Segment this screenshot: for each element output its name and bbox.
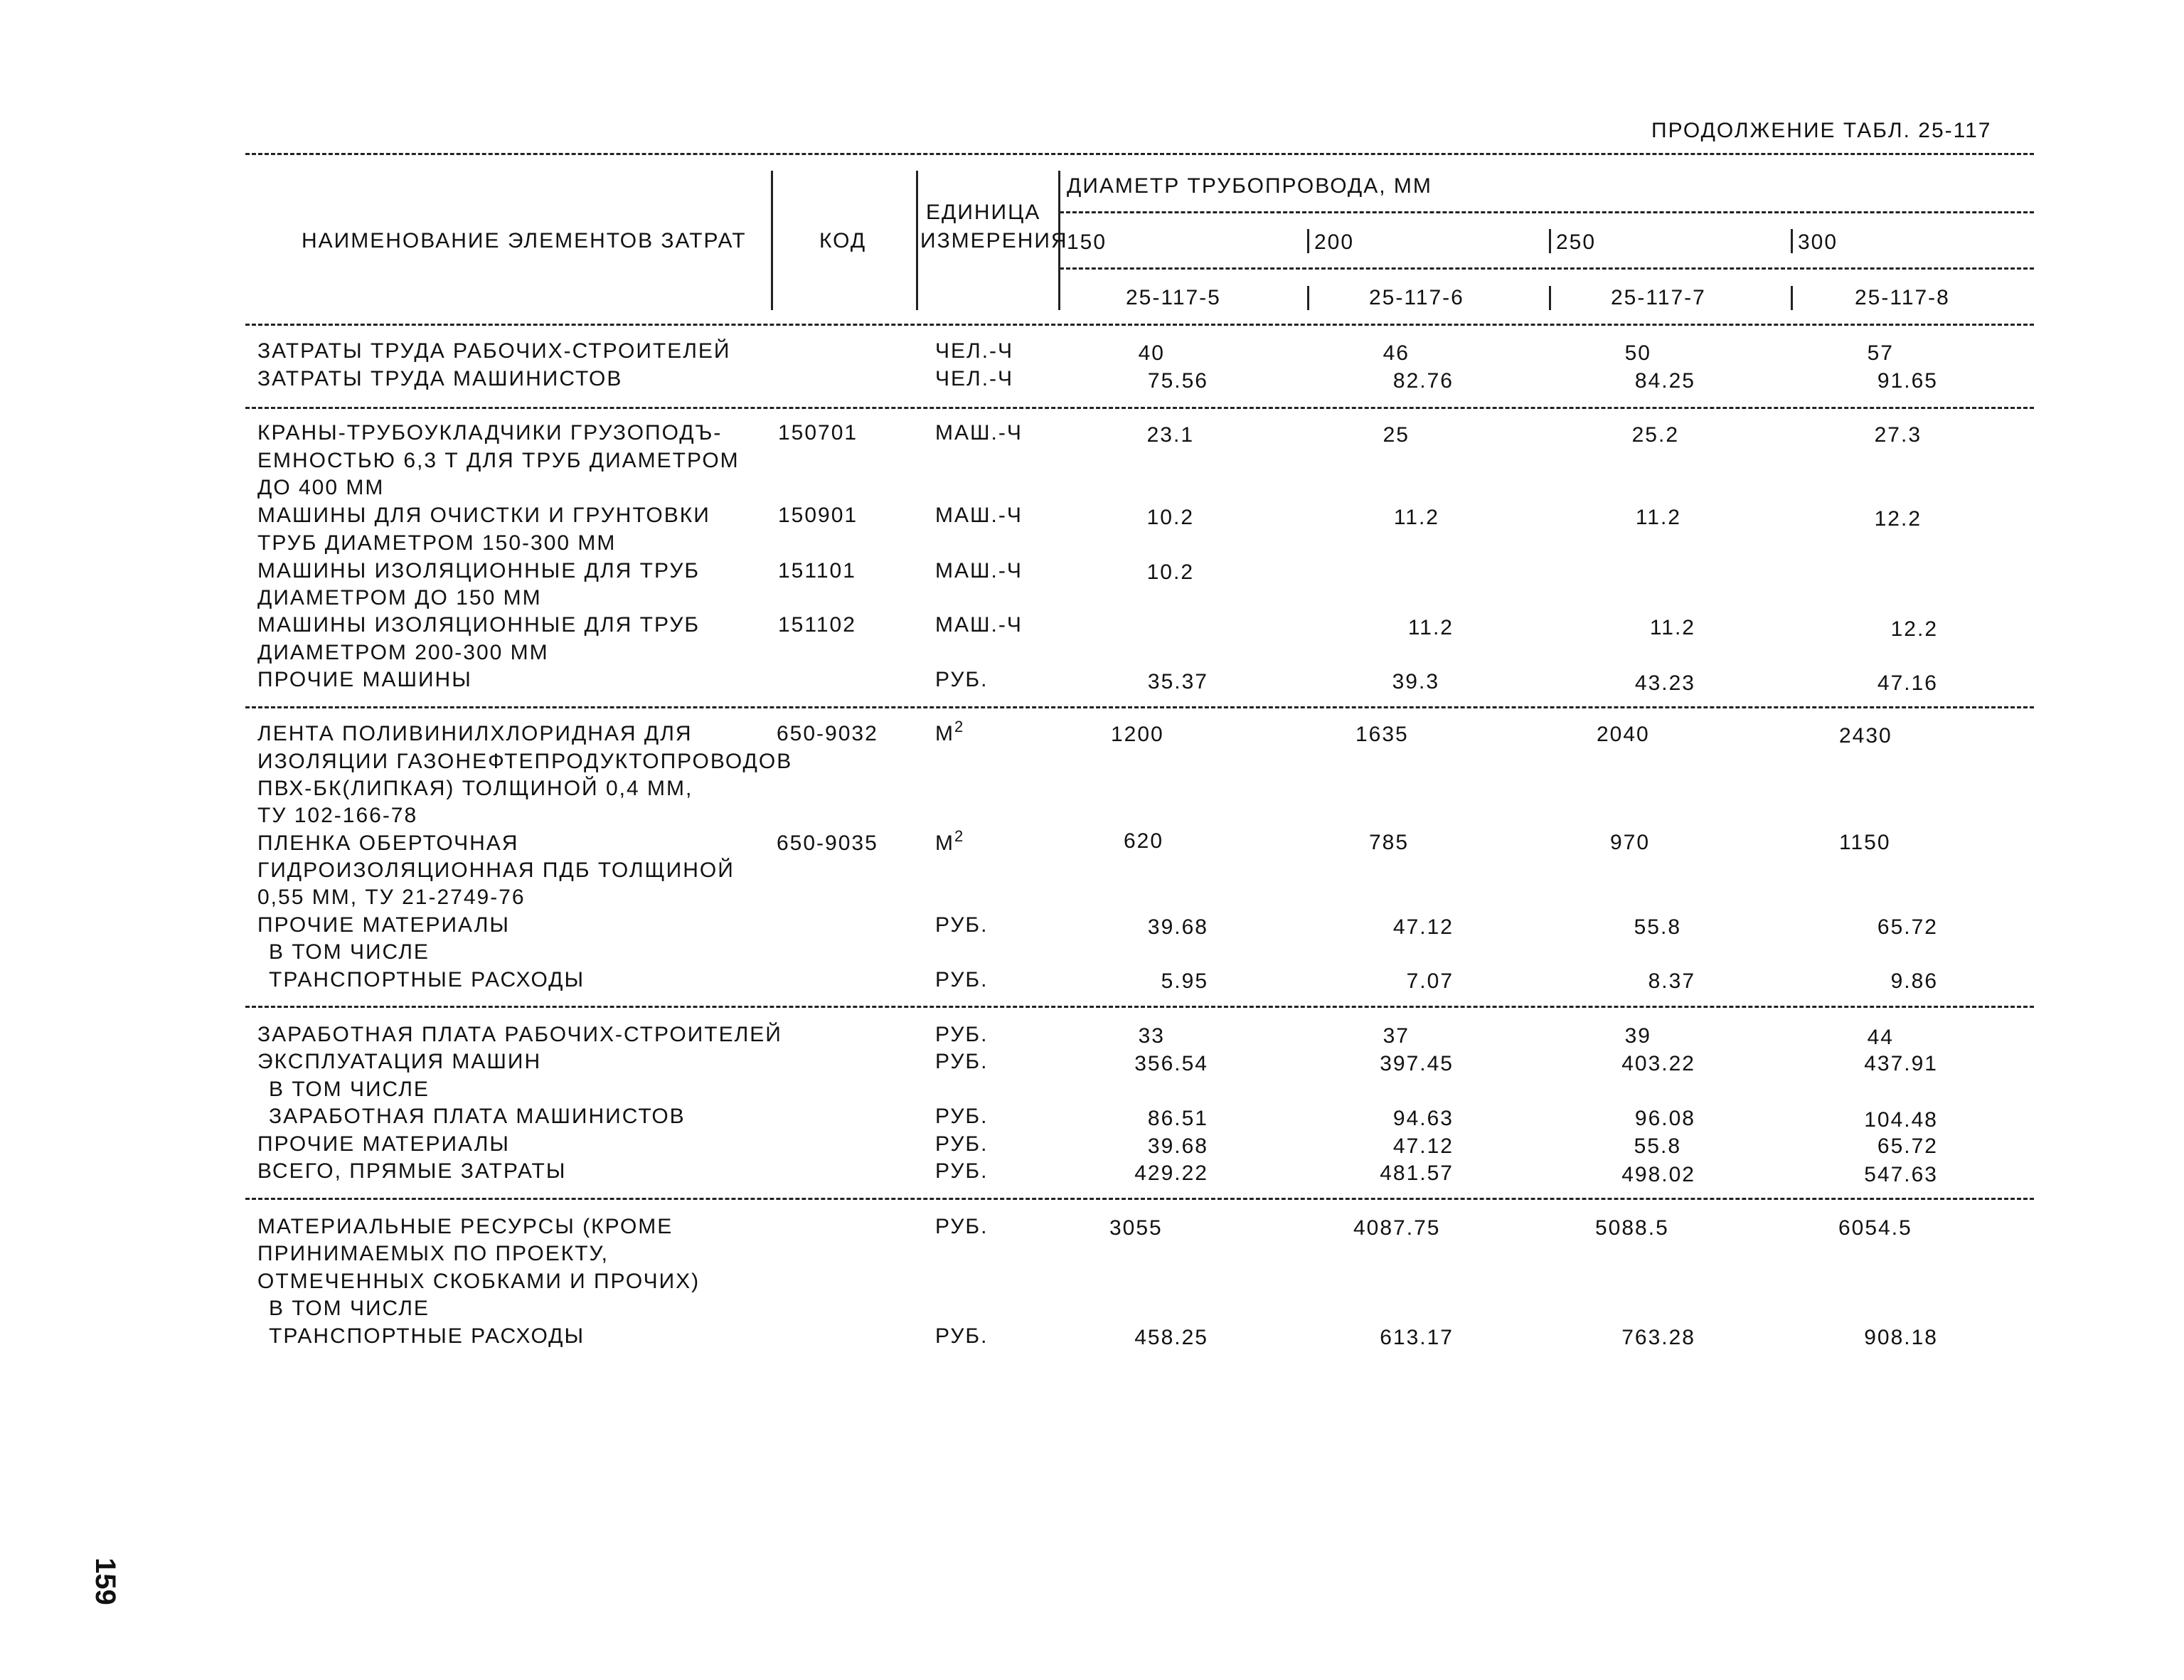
page-number: 159 — [90, 1558, 121, 1605]
row-direct-costs-v150: 429.22 — [1134, 1161, 1208, 1185]
header-diameter-250: 250 — [1556, 230, 1597, 254]
row-cranes-name-3: ДО 400 ММ — [257, 476, 385, 499]
row-cranes-unit: МАШ.-Ч — [935, 421, 1023, 445]
row-pvc-tape-name-2: ИЗОЛЯЦИИ ГАЗОНЕФТЕПРОДУКТОПРОВОДОВ — [257, 750, 793, 773]
row-transport2-v250: 763.28 — [1621, 1326, 1695, 1349]
row-direct-costs-v300: 547.63 — [1864, 1163, 1938, 1186]
row-direct-costs-v250: 498.02 — [1621, 1163, 1695, 1186]
row-cleaning-v300: 12.2 — [1874, 507, 1922, 531]
row-cranes-v150: 23.1 — [1146, 423, 1194, 447]
row-resources-name-2: ПРИНИМАЕМЫХ ПО ПРОЕКТУ, — [257, 1242, 609, 1265]
row-wages-workers-v250: 39 — [1624, 1024, 1651, 1048]
row-other-materials2-v150: 39.68 — [1147, 1134, 1208, 1158]
row-resources-v300: 6054.5 — [1838, 1216, 1912, 1240]
row-labor-workers-v250: 50 — [1624, 341, 1651, 365]
rule-after-materials — [245, 1006, 2034, 1008]
unit-squared: 2 — [954, 827, 965, 845]
row-film-name-1: ПЛЕНКА ОБЕРТОЧНАЯ — [257, 831, 519, 855]
row-other-materials-name: ПРОЧИЕ МАТЕРИАЛЫ — [257, 913, 510, 937]
header-code-25-117-5: 25-117-5 — [1126, 286, 1221, 309]
row-labor-workers-unit: ЧЕЛ.-Ч — [935, 339, 1014, 363]
row-labor-workers-v200: 46 — [1383, 341, 1410, 365]
row-cleaning-v200: 11.2 — [1393, 506, 1439, 529]
row-transport-unit: РУБ. — [935, 968, 989, 991]
row-resources-unit: РУБ. — [935, 1215, 989, 1238]
unit-m: М — [935, 722, 954, 745]
row-other-materials-unit: РУБ. — [935, 913, 989, 937]
row-insul300-name-2: ДИАМЕТРОМ 200-300 ММ — [257, 641, 549, 664]
header-bottom-rule — [245, 324, 2034, 326]
row-machine-operation-unit: РУБ. — [935, 1050, 989, 1073]
col-separator-d250 — [1549, 229, 1551, 253]
row-machine-operation-v250: 403.22 — [1621, 1052, 1695, 1075]
header-code-25-117-7: 25-117-7 — [1611, 286, 1706, 309]
row-transport-name: ТРАНСПОРТНЫЕ РАСХОДЫ — [269, 968, 585, 991]
header-unit-line1: ЕДИНИЦА — [926, 201, 1041, 224]
row-resources-name-3: ОТМЕЧЕННЫХ СКОБКАМИ И ПРОЧИХ) — [257, 1270, 701, 1293]
row-pvc-tape-name-4: ТУ 102-166-78 — [257, 804, 418, 827]
row-wages-machinists-v250: 96.08 — [1634, 1107, 1695, 1130]
row-insul150-unit: МАШ.-Ч — [935, 559, 1023, 583]
row-film-v250: 970 — [1610, 831, 1651, 854]
row-other-materials2-v200: 47.12 — [1392, 1134, 1454, 1158]
row-transport2-unit: РУБ. — [935, 1324, 989, 1348]
header-unit-line2: ИЗМЕРЕНИЯ — [920, 229, 1068, 252]
row-film-code: 650-9035 — [777, 831, 878, 855]
row-cleaning-name-2: ТРУБ ДИАМЕТРОМ 150-300 ММ — [257, 531, 617, 555]
header-code-25-117-8: 25-117-8 — [1855, 286, 1950, 309]
row-pvc-tape-v250: 2040 — [1597, 723, 1650, 746]
col-separator-c8 — [1791, 286, 1793, 310]
row-transport2-v200: 613.17 — [1380, 1326, 1454, 1349]
header-code: КОД — [819, 229, 867, 252]
row-other-materials2-v300: 65.72 — [1877, 1134, 1938, 1158]
col-separator-name — [771, 171, 773, 310]
row-cranes-v200: 25 — [1383, 423, 1410, 447]
unit-m: М — [935, 831, 954, 855]
row-transport-v150: 5.95 — [1161, 969, 1208, 993]
row-transport2-v150: 458.25 — [1134, 1326, 1208, 1349]
header-name: НАИМЕНОВАНИЕ ЭЛЕМЕНТОВ ЗАТРАТ — [302, 229, 747, 252]
header-diameter-150: 150 — [1067, 230, 1107, 254]
rule-after-totals — [245, 1198, 2034, 1200]
row-wages-workers-v150: 33 — [1138, 1024, 1165, 1048]
col-separator-c6 — [1307, 286, 1309, 310]
unit-squared: 2 — [954, 718, 965, 735]
row-insul150-name-1: МАШИНЫ ИЗОЛЯЦИОННЫЕ ДЛЯ ТРУБ — [257, 559, 701, 583]
row-resources-name-1: МАТЕРИАЛЬНЫЕ РЕСУРСЫ (КРОМЕ — [257, 1215, 673, 1238]
row-pvc-tape-unit — [935, 718, 965, 748]
row-including3-name: В ТОМ ЧИСЛЕ — [269, 1297, 430, 1320]
row-cleaning-v250: 11.2 — [1635, 506, 1681, 529]
row-other-machines-v300: 47.16 — [1877, 671, 1938, 695]
row-wages-machinists-name: ЗАРАБОТНАЯ ПЛАТА МАШИНИСТОВ — [269, 1105, 686, 1128]
row-other-machines-name: ПРОЧИЕ МАШИНЫ — [257, 668, 472, 691]
col-separator-c7 — [1549, 286, 1551, 310]
row-pvc-tape-code: 650-9032 — [777, 722, 878, 745]
rule-after-machines — [245, 706, 2034, 708]
row-film-name-2: ГИДРОИЗОЛЯЦИОННАЯ ПДБ ТОЛЩИНОЙ — [257, 858, 735, 882]
row-cranes-name-1: КРАНЫ-ТРУБОУКЛАДЧИКИ ГРУЗОПОДЪ- — [257, 421, 723, 445]
row-transport-v200: 7.07 — [1406, 969, 1454, 993]
row-other-materials-v250: 55.8 — [1634, 915, 1681, 939]
row-wages-workers-name: ЗАРАБОТНАЯ ПЛАТА РАБОЧИХ-СТРОИТЕЛЕЙ — [257, 1023, 782, 1046]
header-diameter-300: 300 — [1798, 230, 1838, 254]
col-separator-d200 — [1307, 229, 1309, 253]
row-labor-machinists-v200: 82.76 — [1392, 369, 1454, 393]
row-labor-machinists-v250: 84.25 — [1634, 369, 1695, 393]
header-code-25-117-6: 25-117-6 — [1369, 286, 1464, 309]
row-insul300-unit: МАШ.-Ч — [935, 613, 1023, 637]
row-cranes-v300: 27.3 — [1874, 423, 1922, 447]
row-insul300-name-1: МАШИНЫ ИЗОЛЯЦИОННЫЕ ДЛЯ ТРУБ — [257, 613, 701, 637]
row-pvc-tape-v300: 2430 — [1839, 724, 1892, 748]
row-cranes-code: 150701 — [778, 421, 858, 445]
row-pvc-tape-v150: 1200 — [1111, 723, 1164, 746]
row-cranes-v250: 25.2 — [1631, 423, 1679, 447]
header-diameter-200: 200 — [1314, 230, 1355, 254]
row-other-materials-v300: 65.72 — [1877, 915, 1938, 939]
row-insul300-v300: 12.2 — [1890, 617, 1938, 641]
row-film-name-3: 0,55 ММ, ТУ 21-2749-76 — [257, 886, 526, 909]
row-insul300-code: 151102 — [778, 613, 856, 637]
row-film-v200: 785 — [1369, 831, 1410, 854]
row-other-materials2-v250: 55.8 — [1634, 1134, 1681, 1158]
row-wages-machinists-v200: 94.63 — [1392, 1107, 1454, 1130]
row-insul300-v200: 11.2 — [1407, 616, 1454, 639]
row-other-machines-v150: 35.37 — [1147, 670, 1208, 693]
table-caption: ПРОДОЛЖЕНИЕ ТАБЛ. 25-117 — [1651, 119, 1992, 142]
header-rule-codes — [1060, 267, 2034, 270]
header-rule-diameter — [1060, 211, 2034, 213]
row-other-machines-v200: 39.3 — [1392, 670, 1439, 693]
row-film-v150: 620 — [1124, 829, 1164, 853]
row-wages-workers-unit: РУБ. — [935, 1023, 989, 1046]
row-labor-workers-v300: 57 — [1867, 341, 1894, 365]
rule-after-labor — [245, 407, 2034, 409]
row-film-unit — [935, 827, 965, 857]
row-cleaning-unit: МАШ.-Ч — [935, 504, 1023, 527]
row-insul150-v150: 10.2 — [1146, 560, 1194, 584]
row-insul150-code: 151101 — [778, 559, 856, 583]
row-wages-machinists-unit: РУБ. — [935, 1105, 989, 1128]
row-direct-costs-v200: 481.57 — [1380, 1161, 1454, 1185]
row-transport-v250: 8.37 — [1648, 969, 1695, 993]
row-labor-workers-name: ЗАТРАТЫ ТРУДА РАБОЧИХ-СТРОИТЕЛЕЙ — [257, 339, 731, 363]
row-wages-machinists-v300: 104.48 — [1864, 1108, 1938, 1132]
row-machine-operation-v150: 356.54 — [1134, 1052, 1208, 1075]
row-transport2-v300: 908.18 — [1864, 1326, 1938, 1349]
row-other-materials-v200: 47.12 — [1392, 915, 1454, 939]
row-labor-machinists-v150: 75.56 — [1147, 369, 1208, 393]
row-labor-machinists-name: ЗАТРАТЫ ТРУДА МАШИНИСТОВ — [257, 367, 623, 390]
row-other-machines-unit: РУБ. — [935, 668, 989, 691]
row-film-v300: 1150 — [1839, 831, 1891, 854]
col-separator-code — [916, 171, 918, 310]
row-machine-operation-name: ЭКСПЛУАТАЦИЯ МАШИН — [257, 1050, 542, 1073]
row-other-materials2-name: ПРОЧИЕ МАТЕРИАЛЫ — [257, 1132, 510, 1156]
header-diameter: ДИАМЕТР ТРУБОПРОВОДА, ММ — [1067, 174, 1432, 198]
row-direct-costs-name: ВСЕГО, ПРЯМЫЕ ЗАТРАТЫ — [257, 1159, 567, 1183]
row-resources-v250: 5088.5 — [1595, 1216, 1669, 1240]
row-labor-machinists-unit: ЧЕЛ.-Ч — [935, 367, 1014, 390]
row-labor-workers-v150: 40 — [1138, 341, 1165, 365]
row-wages-workers-v300: 44 — [1867, 1026, 1894, 1049]
row-resources-v200: 4087.75 — [1353, 1216, 1441, 1240]
row-wages-machinists-v150: 86.51 — [1147, 1107, 1208, 1130]
row-pvc-tape-name-3: ПВХ-БК(ЛИПКАЯ) ТОЛЩИНОЙ 0,4 ММ, — [257, 777, 693, 800]
row-wages-workers-v200: 37 — [1383, 1024, 1410, 1048]
row-including-name: В ТОМ ЧИСЛЕ — [269, 940, 430, 964]
row-machine-operation-v200: 397.45 — [1380, 1052, 1454, 1075]
row-machine-operation-v300: 437.91 — [1864, 1052, 1938, 1075]
row-other-machines-v250: 43.23 — [1634, 671, 1695, 695]
row-resources-v150: 3055 — [1109, 1216, 1163, 1240]
header-top-rule — [245, 153, 2034, 155]
row-cranes-name-2: ЕМНОСТЬЮ 6,3 Т ДЛЯ ТРУБ ДИАМЕТРОМ — [257, 449, 740, 472]
row-direct-costs-unit: РУБ. — [935, 1159, 989, 1183]
row-cleaning-code: 150901 — [778, 504, 858, 527]
row-transport-v300: 9.86 — [1890, 969, 1938, 993]
row-insul150-name-2: ДИАМЕТРОМ ДО 150 ММ — [257, 586, 542, 610]
row-pvc-tape-name-1: ЛЕНТА ПОЛИВИНИЛХЛОРИДНАЯ ДЛЯ — [257, 722, 693, 745]
row-other-materials-v150: 39.68 — [1147, 915, 1208, 939]
col-separator-d300 — [1791, 229, 1793, 253]
row-other-materials2-unit: РУБ. — [935, 1132, 989, 1156]
row-cleaning-name-1: МАШИНЫ ДЛЯ ОЧИСТКИ И ГРУНТОВКИ — [257, 504, 710, 527]
row-cleaning-v150: 10.2 — [1146, 506, 1194, 529]
row-labor-machinists-v300: 91.65 — [1877, 369, 1938, 393]
row-including2-name: В ТОМ ЧИСЛЕ — [269, 1078, 430, 1101]
row-pvc-tape-v200: 1635 — [1355, 723, 1409, 746]
row-insul300-v250: 11.2 — [1649, 616, 1695, 639]
row-transport2-name: ТРАНСПОРТНЫЕ РАСХОДЫ — [269, 1324, 585, 1348]
